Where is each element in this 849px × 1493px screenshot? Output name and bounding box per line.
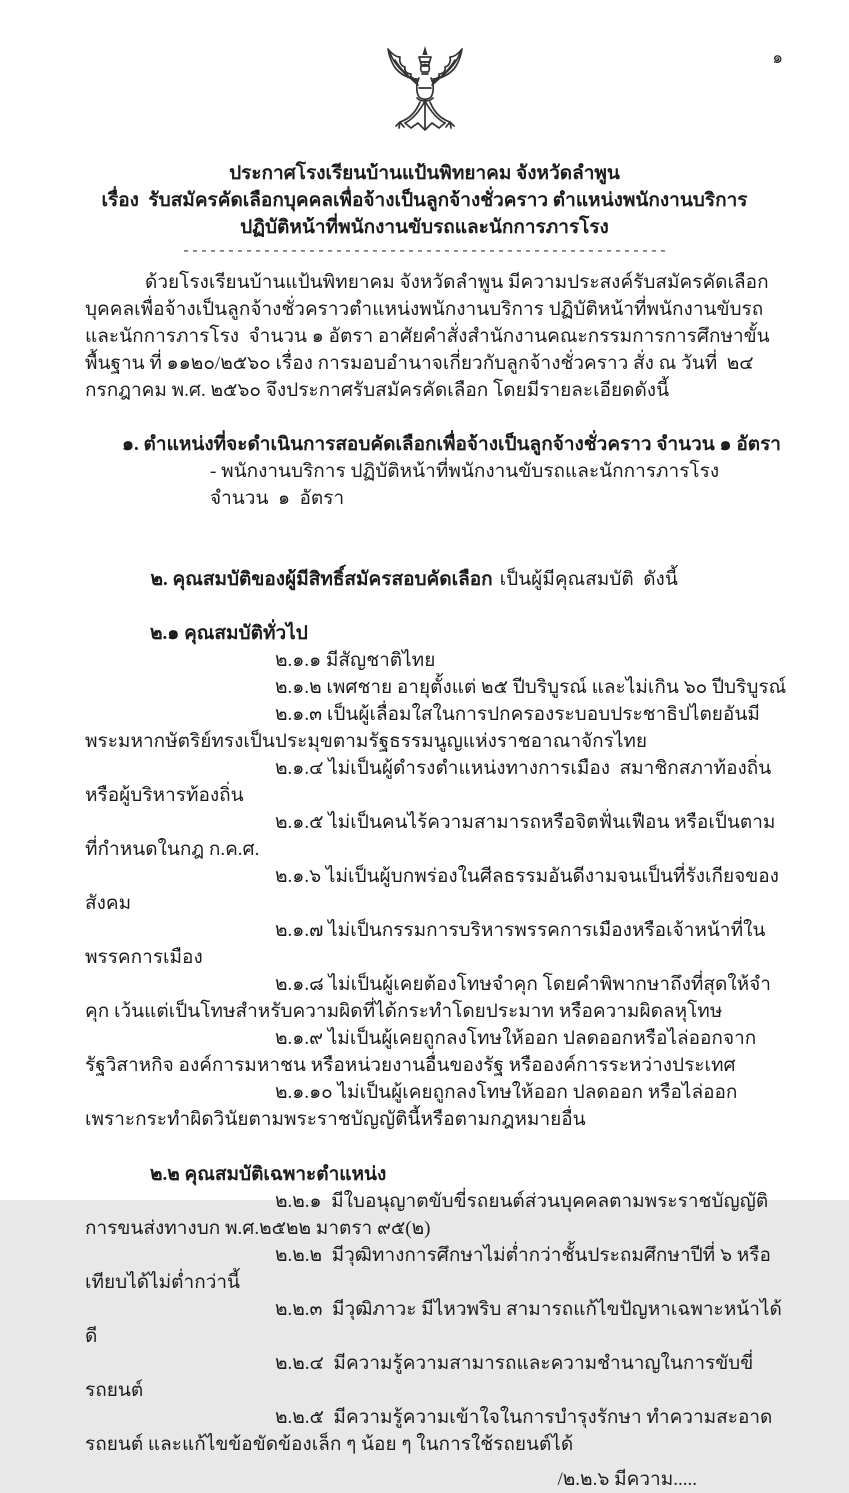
page-number: ๑ xyxy=(772,48,783,67)
section-2-heading-bold: ๒. คุณสมบัติของผู้มีสิทธิ์สมัครสอบคัดเลือก xyxy=(150,569,493,590)
list-item: ๒.๒.๑ มีใบอนุญาตขับขี่รถยนต์ส่วนบุคคลตามพระราชบัญญัติการขนส่งทางบก พ.ศ.๒๕๒๒ มาตรา ๙๕(๒) xyxy=(85,1191,769,1239)
list-item: ๒.๑.๒ เพศชาย อายุตั้งแต่ ๒๕ ปีบริบูรณ์ และไม่เกิน ๖๐ ปีบริบูรณ์ xyxy=(275,677,787,698)
list-item: ๒.๑.๖ ไม่เป็นผู้บกพร่องในศีลธรรมอันดีงามจนเป็นที่รังเกียจของสังคม xyxy=(85,866,779,914)
general-qualifications-list xyxy=(85,647,787,1133)
subject-line-2: ปฏิบัติหน้าที่พนักงานขับรถและนักการภารโรง xyxy=(240,217,609,238)
garuda-emblem xyxy=(375,44,475,154)
intro-paragraph: ด้วยโรงเรียนบ้านแป้นพิทยาคม จังหวัดลำพูน มีความประสงค์รับสมัครคัดเลือกบุคคลเพื่อจ้างเป็นลูกจ้างชั่วคราวตำแหน่งพนักงานบริการ ปฏิบัติหน้าที่พนักงานขับรถและนักการภารโรง จำนวน ๑ อัตรา อาศัยคำสั่งสำนักงานคณะกรรมการการศึกษาขั้นพื้นฐาน ที่ ๑๑๒๐/๒๕๖๐ เรื่อง การมอบอำนาจเกี่ยวกับลูกจ้างชั่วคราว สั่ง ณ วันที่ ๒๔ กรกฎาคม พ.ศ. ๒๕๖๐ จึงประกาศรับสมัครคัดเลือก โดยมีรายละเอียดดังนี้ xyxy=(85,272,770,401)
section-2-2-heading: ๒.๒ คุณสมบัติเฉพาะตำแหน่ง xyxy=(150,1164,387,1185)
emblem-container xyxy=(0,0,849,154)
section-2-heading xyxy=(122,539,787,620)
list-item: ๒.๑.๑ มีสัญชาติไทย xyxy=(275,650,436,671)
list-item: ๒.๑.๔ ไม่เป็นผู้ดำรงตำแหน่งทางการเมือง สมาชิกสภาท้องถิ่นหรือผู้บริหารท้องถิ่น xyxy=(85,758,772,806)
list-item: ๒.๑.๘ ไม่เป็นผู้เคยต้องโทษจำคุก โดยคำพิพากษาถึงที่สุดให้จำคุก เว้นแต่เป็นโทษสำหรับความผิดที่ได้กระทำโดยประมาท หรือความผิดลหุโทษ xyxy=(85,974,771,1022)
list-item: ๒.๑.๓ เป็นผู้เลื่อมใสในการปกครองระบอบประชาธิปไตยอันมีพระมหากษัตริย์ทรงเป็นประมุขตามรัฐธรรมนูญแห่งราชอาณาจักรไทย xyxy=(85,704,760,752)
section-1-item: - พนักงานบริการ ปฏิบัติหน้าที่พนักงานขับรถและนักการภารโรง จำนวน ๑ อัตรา xyxy=(210,461,729,509)
list-item: ๒.๑.๗ ไม่เป็นกรรมการบริหารพรรคการเมืองหรือเจ้าหน้าที่ในพรรคการเมือง xyxy=(85,920,766,968)
list-item: ๒.๒.๒ มีวุฒิทางการศึกษาไม่ต่ำกว่าชั้นประถมศึกษาปีที่ ๖ หรือเทียบได้ไม่ต่ำกว่านี้ xyxy=(85,1245,771,1293)
list-item: ๒.๒.๕ มีความรู้ความเข้าใจในการบำรุงรักษา ทำความสะอาดรถยนต์ และแก้ไขข้อขัดข้องเล็ก ๆ น้อย ๆ ในการใช้รถยนต์ได้ xyxy=(85,1407,773,1455)
document-body xyxy=(0,269,849,1493)
list-item: ๒.๒.๓ มีวุฒิภาวะ มีไหวพริบ สามารถแก้ไขปัญหาเฉพาะหน้าได้ดี xyxy=(85,1299,782,1347)
section-1-heading: ๑. ตำแหน่งที่จะดำเนินการสอบคัดเลือกเพื่อจ้างเป็นลูกจ้างชั่วคราว จำนวน ๑ อัตรา xyxy=(122,434,781,455)
continuation-note: /๒.๒.๖ มีความ..... xyxy=(557,1469,697,1490)
section-2-heading-rest: เป็นผู้มีคุณสมบัติ ดังนี้ xyxy=(499,569,678,590)
list-item: ๒.๑.๑๐ ไม่เป็นผู้เคยถูกลงโทษให้ออก ปลดออก หรือไล่ออกเพราะกระทำผิดวินัยตามพระราชบัญญัตินี้หรือตามกฎหมายอื่น xyxy=(85,1082,738,1130)
list-item: ๒.๑.๕ ไม่เป็นคนไร้ความสามารถหรือจิตฟั่นเฟือน หรือเป็นตามที่กำหนดในกฎ ก.ค.ศ. xyxy=(85,812,776,860)
announcement-header xyxy=(0,160,849,241)
specific-qualifications-list xyxy=(85,1188,787,1458)
section-2-1-heading: ๒.๑ คุณสมบัติทั่วไป xyxy=(150,623,308,644)
divider-line: ------------------------------------------------------ xyxy=(181,243,668,260)
list-item: ๒.๑.๙ ไม่เป็นผู้เคยถูกลงโทษให้ออก ปลดออกหรือไล่ออกจากรัฐวิสาหกิจ องค์การมหาชน หรือหน่วยงานอื่นของรัฐ หรือองค์การระหว่างประเทศ xyxy=(85,1028,757,1076)
subject-line: เรื่อง รับสมัครคัดเลือกบุคคลเพื่อจ้างเป็นลูกจ้างชั่วคราว ตำแหน่งพนักงานบริการ xyxy=(101,190,748,211)
announcement-title: ประกาศโรงเรียนบ้านแป้นพิทยาคม จังหวัดลำพูน xyxy=(229,163,620,184)
list-item: ๒.๒.๔ มีความรู้ความสามารถและความชำนาญในการขับขี่รถยนต์ xyxy=(85,1353,754,1401)
